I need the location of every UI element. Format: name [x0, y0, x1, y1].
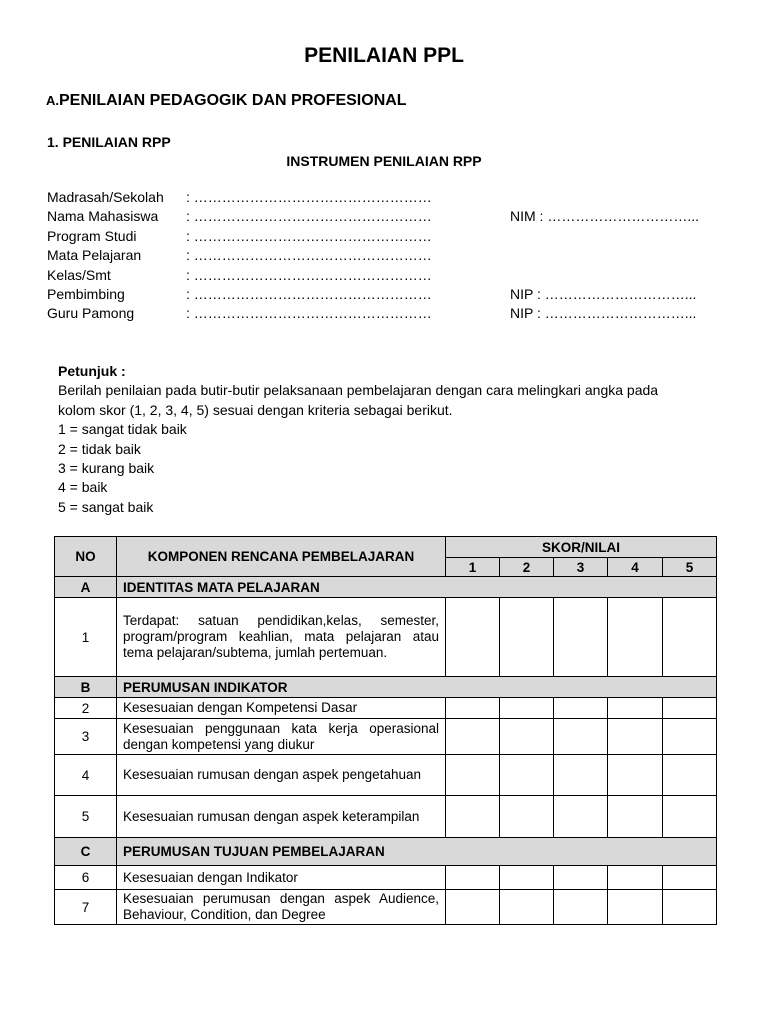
- row-no: 7: [55, 890, 117, 925]
- section-code: B: [55, 677, 117, 698]
- score-cell[interactable]: [446, 598, 500, 677]
- instrument-title: INSTRUMEN PENILAIAN RPP: [286, 153, 482, 169]
- field-value: : ……………………………………………: [186, 189, 432, 205]
- field-guru-pamong: [47, 304, 747, 323]
- row-no: 2: [55, 698, 117, 719]
- identity-fields: [47, 188, 747, 324]
- field-value: : ……………………………………………: [186, 227, 432, 244]
- table-row: [55, 866, 717, 890]
- instructions-heading: Petunjuk :: [58, 363, 126, 379]
- field-value: : ……………………………………………: [186, 208, 432, 225]
- score-cell[interactable]: [500, 796, 554, 838]
- header-score-1: 1: [446, 558, 500, 577]
- table-row: [55, 755, 717, 796]
- field-label: Nama Mahasiswa: [47, 208, 159, 225]
- field-label: Guru Pamong: [47, 305, 135, 322]
- header-komponen: KOMPONEN RENCANA PEMBELAJARAN: [117, 537, 446, 577]
- section-row: [55, 677, 717, 698]
- header-score-2: 2: [500, 558, 554, 577]
- section-a-marker: A.: [46, 93, 59, 108]
- scale-item: 2 = tidak baik: [58, 440, 141, 457]
- row-no: 3: [55, 719, 117, 755]
- section-code: C: [55, 838, 117, 866]
- score-cell[interactable]: [554, 755, 608, 796]
- score-cell[interactable]: [500, 598, 554, 677]
- row-text: Kesesuaian rumusan dengan aspek keterampilan: [117, 796, 446, 838]
- field-nim: NIM : …………………………...: [510, 208, 699, 225]
- score-cell[interactable]: [608, 719, 663, 755]
- field-nip: NIP : …………………………...: [510, 305, 697, 322]
- scale-item: 1 = sangat tidak baik: [58, 421, 187, 438]
- field-madrasah: [47, 188, 747, 207]
- section-title: IDENTITAS MATA PELAJARAN: [117, 577, 717, 598]
- score-cell[interactable]: [608, 866, 663, 890]
- score-cell[interactable]: [500, 719, 554, 755]
- score-cell[interactable]: [554, 719, 608, 755]
- score-cell[interactable]: [608, 698, 663, 719]
- header-skor: SKOR/NILAI: [446, 537, 717, 558]
- header-score-4: 4: [608, 558, 663, 577]
- table-row: [55, 719, 717, 755]
- score-cell[interactable]: [446, 796, 500, 838]
- field-value: : ……………………………………………: [186, 266, 432, 283]
- score-cell[interactable]: [663, 598, 717, 677]
- section-row: [55, 838, 717, 866]
- row-text: Kesesuaian perumusan dengan aspek Audience, Behaviour, Condition, dan Degree: [117, 890, 446, 925]
- field-label: Mata Pelajaran: [47, 247, 142, 264]
- field-nip: NIP : …………………………...: [510, 285, 697, 302]
- instructions-text: Berilah penilaian pada butir-butir pelaksanaan pembelajaran dengan cara melingkari angka pada: [58, 382, 659, 399]
- score-cell[interactable]: [554, 890, 608, 925]
- field-mapel: [47, 246, 747, 265]
- section-title: PERUMUSAN INDIKATOR: [117, 677, 717, 698]
- field-label: Pembimbing: [47, 285, 125, 302]
- table-row: [55, 890, 717, 925]
- table-row: [55, 598, 717, 677]
- score-cell[interactable]: [446, 698, 500, 719]
- score-cell[interactable]: [608, 598, 663, 677]
- score-cell[interactable]: [663, 890, 717, 925]
- score-cell[interactable]: [554, 796, 608, 838]
- instructions: [58, 362, 658, 517]
- score-cell[interactable]: [608, 890, 663, 925]
- score-cell[interactable]: [554, 698, 608, 719]
- section-title: PERUMUSAN TUJUAN PEMBELAJARAN: [117, 838, 717, 866]
- field-pembimbing: [47, 285, 747, 304]
- row-text: Kesesuaian dengan Indikator: [117, 866, 446, 890]
- subsection-heading: 1. PENILAIAN RPP: [47, 134, 171, 150]
- instructions-text: kolom skor (1, 2, 3, 4, 5) sesuai dengan kriteria sebagai berikut.: [58, 401, 453, 418]
- section-code: A: [55, 577, 117, 598]
- field-value: : ……………………………………………: [186, 305, 432, 322]
- field-value: : ……………………………………………: [186, 285, 432, 302]
- score-cell[interactable]: [663, 866, 717, 890]
- row-no: 4: [55, 755, 117, 796]
- score-cell[interactable]: [446, 866, 500, 890]
- row-no: 5: [55, 796, 117, 838]
- row-text: Terdapat: satuan pendidikan,kelas, semester, program/program keahlian, mata pelajaran atau tema pelajaran/subtema, jumlah pertemuan.: [117, 598, 446, 677]
- field-nama: [47, 207, 747, 226]
- score-cell[interactable]: [446, 755, 500, 796]
- header-score-3: 3: [554, 558, 608, 577]
- field-value: : ……………………………………………: [186, 247, 432, 264]
- table-row: [55, 796, 717, 838]
- field-label: Madrasah/Sekolah: [47, 189, 164, 205]
- field-prodi: [47, 227, 747, 246]
- score-cell[interactable]: [663, 698, 717, 719]
- page-title: PENILAIAN PPL: [304, 44, 464, 67]
- row-no: 6: [55, 866, 117, 890]
- header-no: NO: [55, 537, 117, 577]
- field-kelas: [47, 266, 747, 285]
- section-a-label: PENILAIAN PEDAGOGIK DAN PROFESIONAL: [59, 92, 407, 109]
- header-score-5: 5: [663, 558, 717, 577]
- score-cell[interactable]: [500, 890, 554, 925]
- row-no: 1: [55, 598, 117, 677]
- scale-item: 4 = baik: [58, 479, 108, 496]
- score-cell[interactable]: [446, 890, 500, 925]
- section-a-heading: [46, 92, 407, 110]
- score-cell[interactable]: [446, 719, 500, 755]
- section-row: [55, 577, 717, 598]
- score-cell[interactable]: [608, 755, 663, 796]
- row-text: Kesesuaian rumusan dengan aspek pengetahuan: [117, 755, 446, 796]
- score-cell[interactable]: [554, 866, 608, 890]
- assessment-table: [54, 536, 717, 925]
- scale-item: 3 = kurang baik: [58, 460, 155, 477]
- field-label: Kelas/Smt: [47, 266, 111, 283]
- score-cell[interactable]: [500, 698, 554, 719]
- row-text: Kesesuaian dengan Kompetensi Dasar: [117, 698, 446, 719]
- field-label: Program Studi: [47, 227, 137, 244]
- score-cell[interactable]: [500, 866, 554, 890]
- score-cell[interactable]: [663, 719, 717, 755]
- score-cell[interactable]: [663, 796, 717, 838]
- scale-item: 5 = sangat baik: [58, 498, 154, 515]
- row-text: Kesesuaian penggunaan kata kerja operasional dengan kompetensi yang diukur: [117, 719, 446, 755]
- score-cell[interactable]: [663, 755, 717, 796]
- score-cell[interactable]: [554, 598, 608, 677]
- score-cell[interactable]: [500, 755, 554, 796]
- table-row: [55, 698, 717, 719]
- score-cell[interactable]: [608, 796, 663, 838]
